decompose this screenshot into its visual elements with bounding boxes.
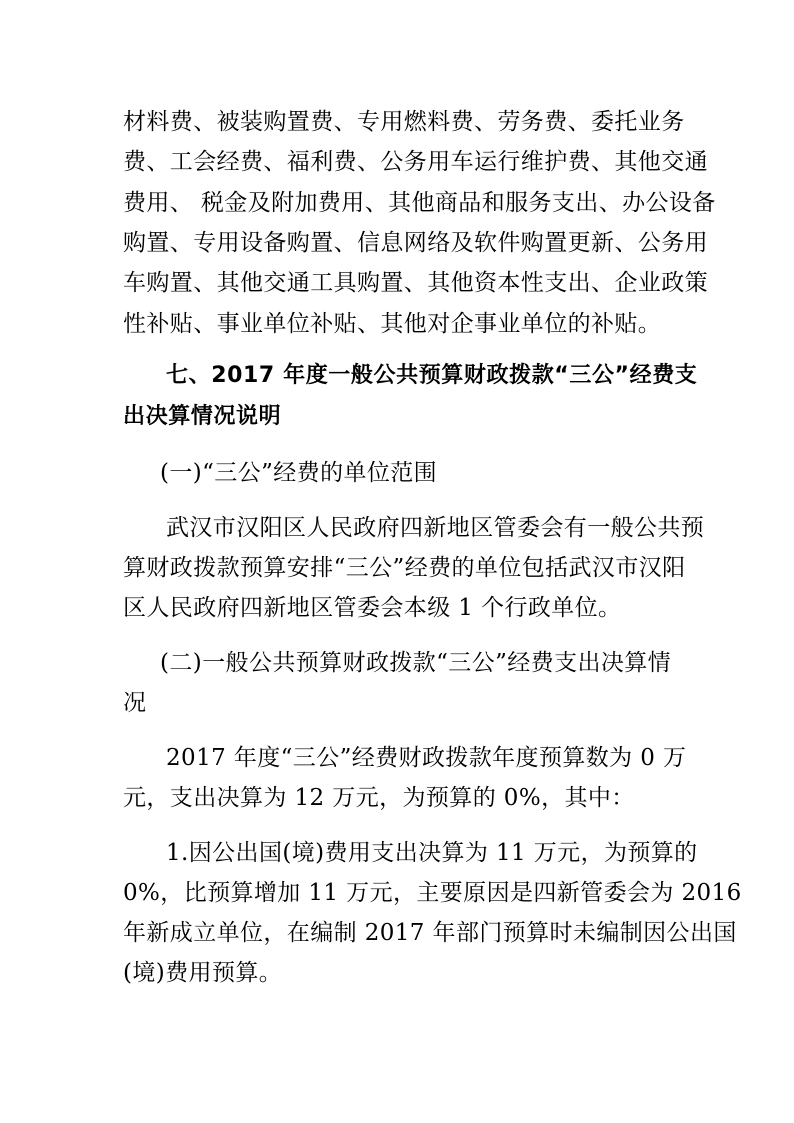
heading-line: 七、2017 年度一般公共预算财政拨款“三公”经费支 [166,363,698,388]
text-line: 2017 年度“三公”经费财政拨款年度预算数为 0 万 [166,745,687,771]
subsection-heading: (一)“三公”经费的单位范围 [160,460,438,486]
text-line: 购置、专用设备购置、信息网络及软件购置更新、公务用 [123,230,708,256]
text-line: 区人民政府四新地区管委会本级 1 个行政单位。 [123,595,622,621]
text-line: 性补贴、事业单位补贴、其他对企事业单位的补贴。 [123,311,662,337]
text-line: 武汉市汉阳区人民政府四新地区管委会有一般公共预 [166,515,705,541]
text-line: 费、工会经费、福利费、公务用车运行维护费、其他交通 [123,149,708,175]
text-line: (境)费用预算。 [123,960,283,986]
text-line: 算财政拨款预算安排“三公”经费的单位包括武汉市汉阳 [123,555,686,581]
text-line: 1.因公出国(境)费用支出决算为 11 万元，为预算的 [166,840,698,866]
heading-line: 出决算情况说明 [123,404,282,429]
text-line: 材料费、被装购置费、专用燃料费、劳务费、委托业务 [123,109,685,135]
heading-line: (二)一般公共预算财政拨款“三公”经费支出决算情 [160,650,672,676]
heading-line: 况 [123,690,147,716]
text-line: 车购置、其他交通工具购置、其他资本性支出、企业政策 [123,270,708,296]
text-line: 元，支出决算为 12 万元，为预算的 0%，其中： [123,785,635,811]
text-line: 0%，比预算增加 11 万元，主要原因是四新管委会为 2016 [123,880,742,906]
text-line: 年新成立单位，在编制 2017 年部门预算时未编制因公出国 [123,920,737,946]
text-line: 费用、 税金及附加费用、其他商品和服务支出、办公设备 [123,190,716,216]
